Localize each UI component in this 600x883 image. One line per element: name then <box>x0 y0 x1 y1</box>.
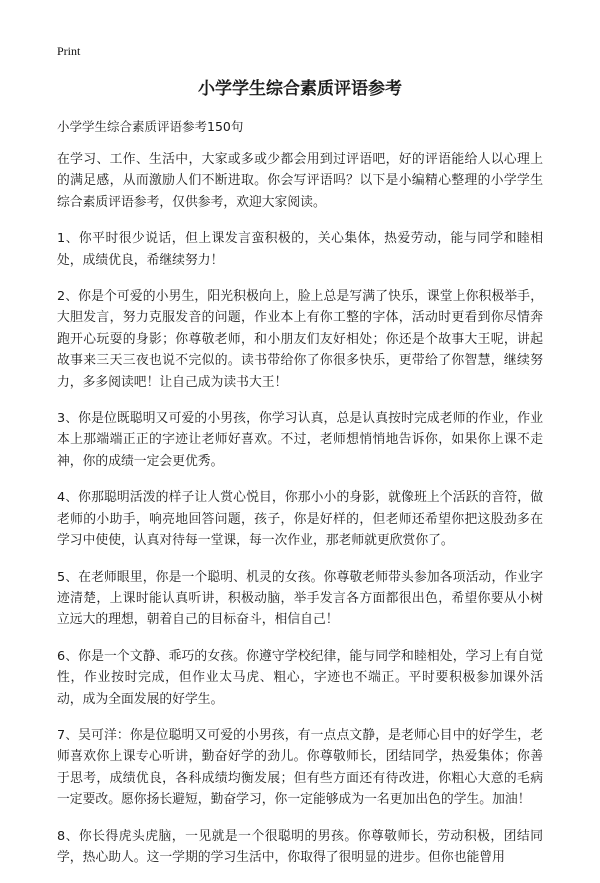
page-title: 小学学生综合素质评语参考 <box>198 79 402 99</box>
comment-paragraph: 5、在老师眼里，你是一个聪明、机灵的女孩。你尊敬老师带头参加各项活动，作业字迹清楚，上课时能认真听讲，积极动脑，举手发言各方面都很出色，希望你要从小树立远大的理想，朝着自己的目标奋斗，相信自己！ <box>57 569 543 628</box>
comment-paragraph: 3、你是位既聪明又可爱的小男孩，你学习认真，总是认真按时完成老师的作业，作业本上那端端正正的字迹让老师好喜欢。不过，老师想悄悄地告诉你，如果你上课不走神，你的成绩一定会更优秀。 <box>57 411 543 469</box>
comment-paragraph: 1、你平时很少说话，但上课发言蛮积极的，关心集体，热爱劳动，能与同学和睦相处，成绩优良，希继续努力！ <box>57 231 543 268</box>
comment-paragraph: 2、你是个可爱的小男生，阳光积极向上，脸上总是写满了快乐，课堂上你积极举手，大胆发言，努力克服发音的问题，作业本上有你工整的字体，活动时更看到你尽情奔跑开心玩耍的身影；你尊敬老师，和小朋友们友好相处；你还是个故事大王呢，讲起故事来三天三夜也说不完似的。读书带给你了你很多快乐，更带给了你智慧，继续努力，多多阅读吧！让自己成为读书大王！ <box>57 289 543 390</box>
comment-paragraph: 7、吴可洋：你是位聪明又可爱的小男孩，有一点点文静，是老师心目中的好学生，老师喜欢你上课专心听讲，勤奋好学的劲儿。你尊敬师长，团结同学，热爱集体；你善于思考，成绩优良，各科成绩均衡发展；但有些方面还有待改进，你粗心大意的毛病一定要改。愿你扬长避短，勤奋学习，你一定能够成为一名更加出色的学生。加油！ <box>57 727 543 808</box>
document-subtitle: 小学学生综合素质评语参考150句 <box>57 119 244 134</box>
print-link[interactable]: Print <box>57 44 81 58</box>
document-body <box>57 149 543 883</box>
comment-paragraph: 6、你是一个文静、乖巧的女孩。你遵守学校纪律，能与同学和睦相处，学习上有自觉性，作业按时完成，但作业太马虎、粗心，字迹也不端正。平时要积极参加课外活动，成为全面发展的好学生。 <box>57 648 543 707</box>
intro-paragraph: 在学习、工作、生活中，大家或多或少都会用到过评语吧，好的评语能给人以心理上的满足感，从而激励人们不断进取。你会写评语吗？以下是小编精心整理的小学学生综合素质评语参考，仅供参考，欢迎大家阅读。 <box>57 152 543 210</box>
comment-paragraph: 8、你长得虎头虎脑，一见就是一个很聪明的男孩。你尊敬师长，劳动积极，团结同学，热心助人。这一学期的学习生活中，你取得了很明显的进步。但你也能曾用 <box>57 828 543 865</box>
comment-paragraph: 4、你那聪明活泼的样子让人赏心悦目，你那小小的身影，就像班上个活跃的音符，做老师的小助手，响亮地回答问题，孩子，你是好样的，但老师还希望你把这股劲多在学习中使使，认真对待每一堂课，每一次作业，那老师就更欣赏你了。 <box>57 490 543 549</box>
